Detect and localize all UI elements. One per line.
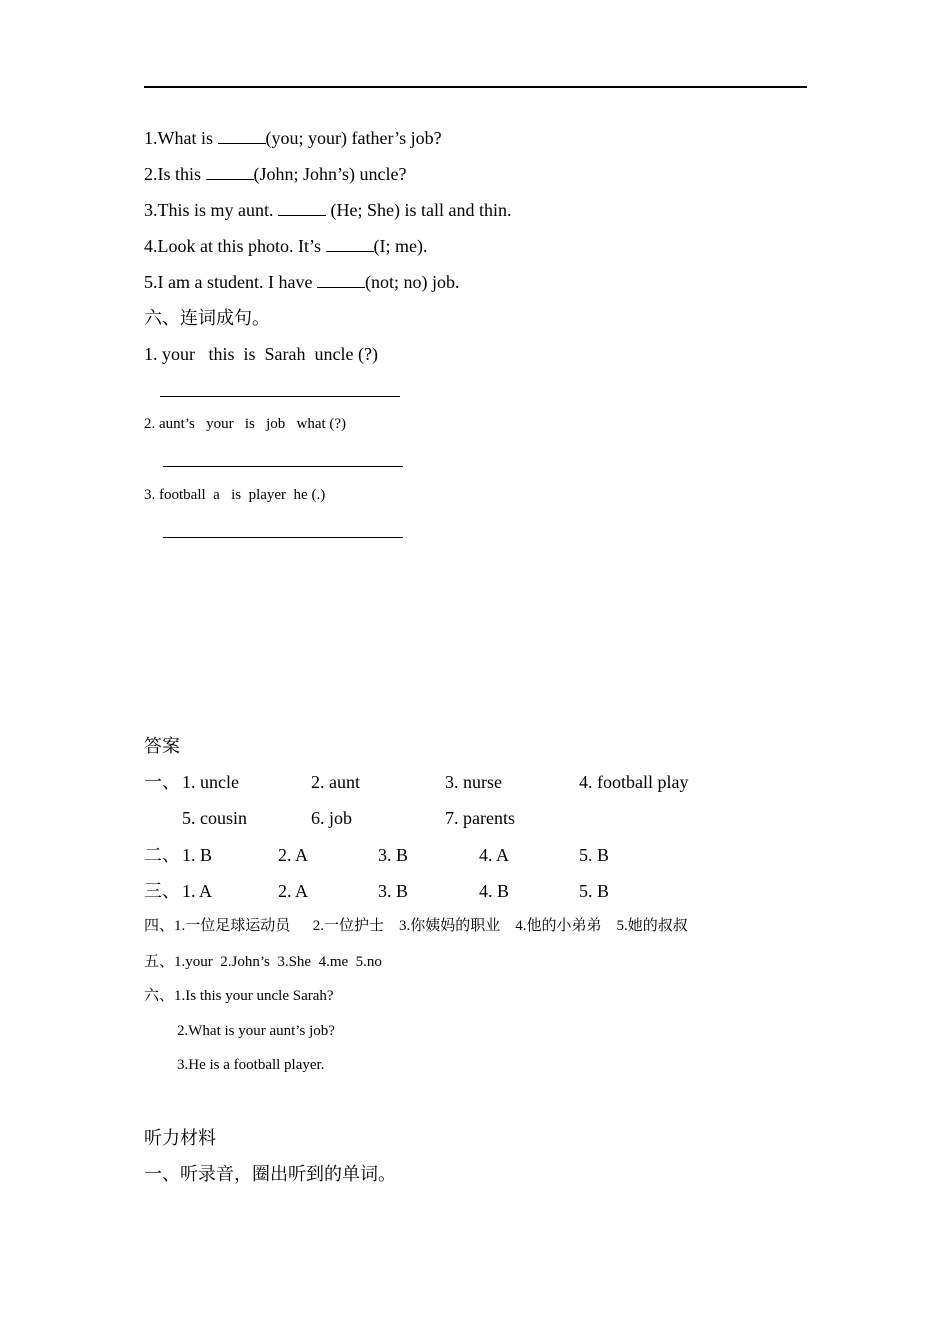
part6-heading: 六、连词成句。 [144, 308, 270, 328]
answer-item: 4. B [479, 881, 510, 901]
answers-s3-prefix: 三、 [144, 881, 180, 901]
answers-s2-prefix: 二、 [144, 845, 180, 865]
part5-item-5: 5.I am a student. I have (not; no) job. [144, 272, 460, 292]
top-rule [144, 86, 807, 88]
answer-item: 5. cousin [182, 808, 247, 828]
answer-blank[interactable] [278, 201, 326, 216]
listening-title: 听力材料 [144, 1128, 216, 1148]
answers-s6-2: 2.What is your aunt’s job? [177, 1023, 335, 1039]
answer-item: 2. A [278, 881, 309, 901]
part5-item-1: 1.What is (you; your) father’s job? [144, 128, 442, 148]
answers-title: 答案 [144, 736, 180, 756]
answer-item: 1. A [182, 881, 213, 901]
answer-item: 7. parents [445, 808, 515, 828]
answer-item: 3. nurse [445, 772, 502, 792]
part6-question-2: 2. aunt’s your is job what (?) [144, 416, 347, 432]
listening-line-1: 一、听录音，圈出听到的单词。 [144, 1164, 396, 1184]
answer-item: 2. aunt [311, 772, 360, 792]
answers-s4: 四、1.一位足球运动员 2.一位护士 3.你姨妈的职业 4.他的小弟弟 5.她的叔叔 [144, 918, 688, 934]
answer-blank[interactable] [317, 273, 365, 288]
answer-item: 6. job [311, 808, 353, 828]
part6-question-3: 3. football a is player he (.) [144, 487, 326, 503]
answers-s1-prefix: 一、 [144, 772, 180, 792]
answer-blank[interactable] [206, 165, 254, 180]
answer-line-3[interactable] [163, 537, 403, 538]
answer-item: 1. B [182, 845, 213, 865]
answer-blank[interactable] [218, 129, 266, 144]
answer-line-2[interactable] [163, 466, 403, 467]
part5-item-2: 2.Is this (John; John’s) uncle? [144, 164, 407, 184]
answer-item: 3. B [378, 845, 409, 865]
answers-s6-1: 六、1.Is this your uncle Sarah? [144, 988, 334, 1004]
answers-s6-3: 3.He is a football player. [177, 1057, 325, 1073]
answer-item: 4. football play [579, 772, 689, 792]
answer-line-1[interactable] [160, 396, 400, 397]
answer-blank[interactable] [326, 237, 374, 252]
answer-item: 4. A [479, 845, 510, 865]
part5-item-3: 3.This is my aunt. (He; She) is tall and thin. [144, 200, 512, 220]
answer-item: 5. B [579, 881, 610, 901]
answer-item: 1. uncle [182, 772, 239, 792]
answers-s5: 五、1.your 2.John’s 3.She 4.me 5.no [144, 954, 382, 970]
part6-question-1: 1. your this is Sarah uncle (?) [144, 344, 378, 364]
answer-item: 5. B [579, 845, 610, 865]
answer-item: 3. B [378, 881, 409, 901]
answer-item: 2. A [278, 845, 309, 865]
part5-item-4: 4.Look at this photo. It’s (I; me). [144, 236, 428, 256]
